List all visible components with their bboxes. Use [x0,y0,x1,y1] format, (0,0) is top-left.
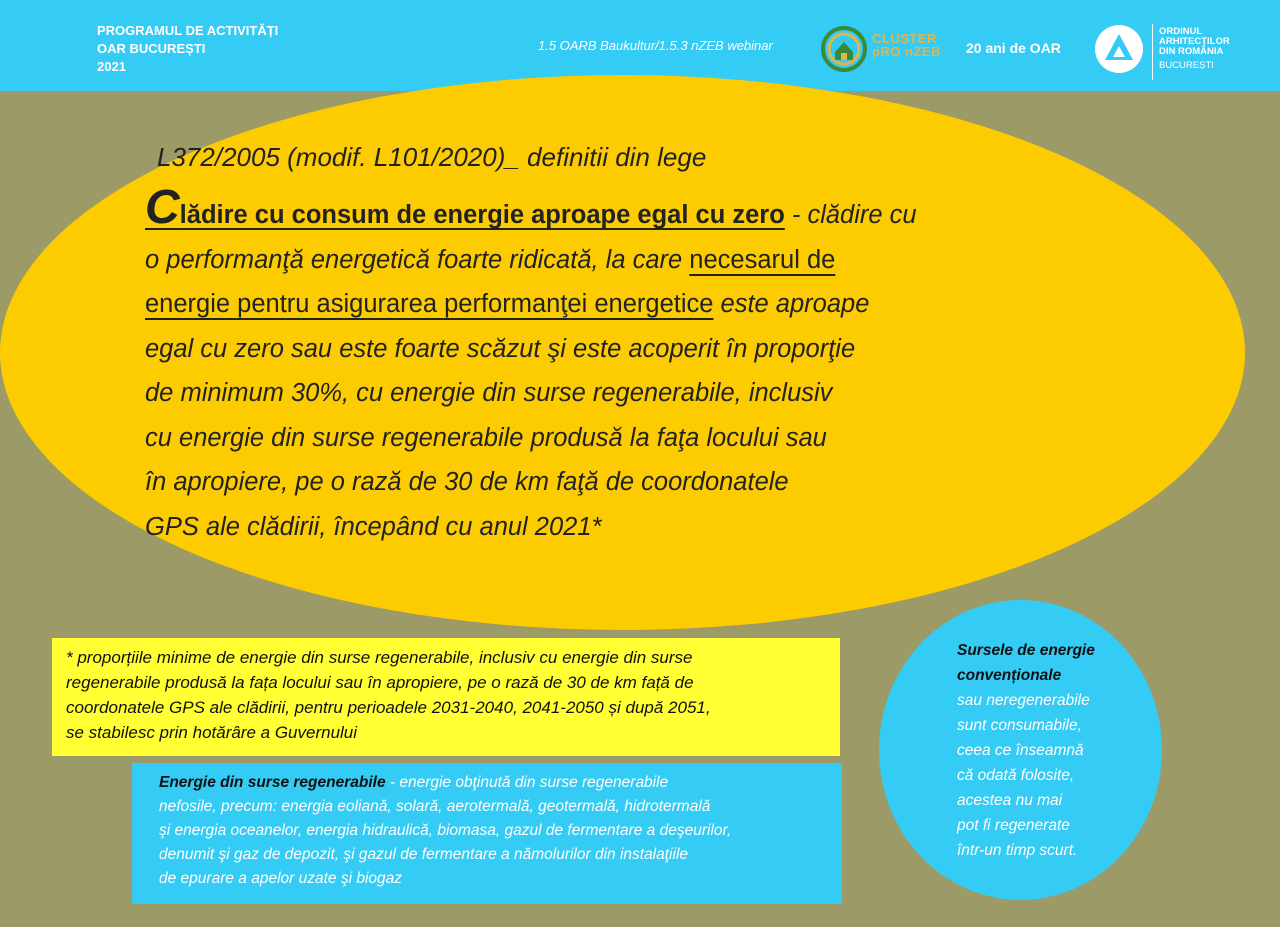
program-line: PROGRAMUL DE ACTIVITĂȚI [97,23,279,38]
program-title [97,22,278,76]
renewable-term: Energie din surse regenerabile [159,774,386,791]
oar-line: ORDINUL [1159,26,1203,37]
footnote-line: regenerabile produsă la fața locului sau în apropiere, pe o rază de 30 de km față de [66,673,694,692]
oar-line: DIN ROMÂNIA [1159,46,1224,57]
conventional-line: sau neregenerabile [957,692,1090,709]
definition-line [145,181,1155,238]
conventional-line: sunt consumabile, [957,717,1082,734]
oar-line: ARHITECȚILOR [1159,36,1230,47]
renewable-line: şi energia oceanelor, energia hidraulică, biomasa, gazul de fermentare a deşeurilor, [159,822,732,839]
oar-divider [1152,24,1153,80]
footnote-line: coordonatele GPS ale clădirii, pentru perioadele 2031-2040, 2041-2050 și după 2051, [66,698,711,717]
drop-cap: C [145,181,180,234]
definition-line: GPS ale clădirii, începând cu anul 2021* [145,512,602,541]
nzeb-definition [145,181,1155,549]
definition-text: este aproape [713,290,870,318]
definition-line: egal cu zero sau este foarte scăzut şi este acoperit în proporţie [145,334,856,363]
definition-line: de minimum 30%, cu energie din surse regenerabile, inclusiv [145,379,833,407]
renewable-line: denumit şi gaz de depozit, şi gazul de fermentare a nămolurilor din instalaţiile [159,846,689,863]
term-text: lădire cu consum de energie aproape egal cu zero [179,201,785,229]
oar-name [1159,27,1230,71]
renewable-energy-box [132,763,842,904]
oar-triangle-logo-icon [1094,24,1144,74]
underlined-phrase: energie pentru asigurarea performanţei energetice [145,290,714,318]
conventional-line: într-un timp scurt. [957,842,1078,859]
renewable-line: de epurare a apelor uzate şi biogaz [159,870,402,887]
renewable-line: nefosile, precum: energia eoliană, solară, aerotermală, geotermală, hidrotermală [159,798,711,815]
cluster-line: pRO nZEB [872,44,941,59]
oar-city: BUCUREȘTI [1159,60,1214,71]
webinar-label: 1.5 OARB Baukultur/1.5.3 nZEB webinar [538,38,773,53]
conventional-line: că odată folosite, [957,767,1075,784]
conventional-energy-text [957,638,1095,863]
underlined-phrase: necesarul de [689,245,836,274]
definition-line: cu energie din surse regenerabile produsă la faţa locului sau [145,423,827,452]
definition-text: - clădire cu [784,201,917,229]
definition-term [145,181,785,234]
footnote-line: * proporțiile minime de energie din surse regenerabile, inclusiv cu energie din surse [66,648,693,667]
renewable-text: - energie obţinută din surse regenerabile [385,774,669,791]
conventional-line: acestea nu mai [957,792,1063,809]
definition-line [145,238,1155,283]
law-reference: L372/2005 (modif. L101/2020)_ definitii din lege [157,142,707,172]
program-line: 2021 [97,59,126,74]
conventional-line: ceea ce înseamnă [957,742,1084,759]
cluster-pro-nzeb-logo-icon [821,26,867,72]
footnote-line: se stabilesc prin hotărâre a Guvernului [66,723,358,742]
conventional-heading: convenționale [957,667,1062,684]
footnote-box [52,638,840,756]
cluster-name [872,32,941,58]
conventional-heading: Sursele de energie [957,642,1095,659]
renewable-line [159,771,832,795]
definition-line [145,282,1155,327]
definition-line: în apropiere, pe o rază de 30 de km faţă de coordonatele [145,468,789,496]
conventional-line: pot fi regenerate [957,817,1070,834]
cluster-line: CLUSTER [872,31,937,46]
definition-text: o performanţă energetică foarte ridicată, la care [145,245,690,274]
anniversary-label: 20 ani de OAR [966,40,1061,56]
program-line: OAR BUCUREȘTI [97,41,206,56]
